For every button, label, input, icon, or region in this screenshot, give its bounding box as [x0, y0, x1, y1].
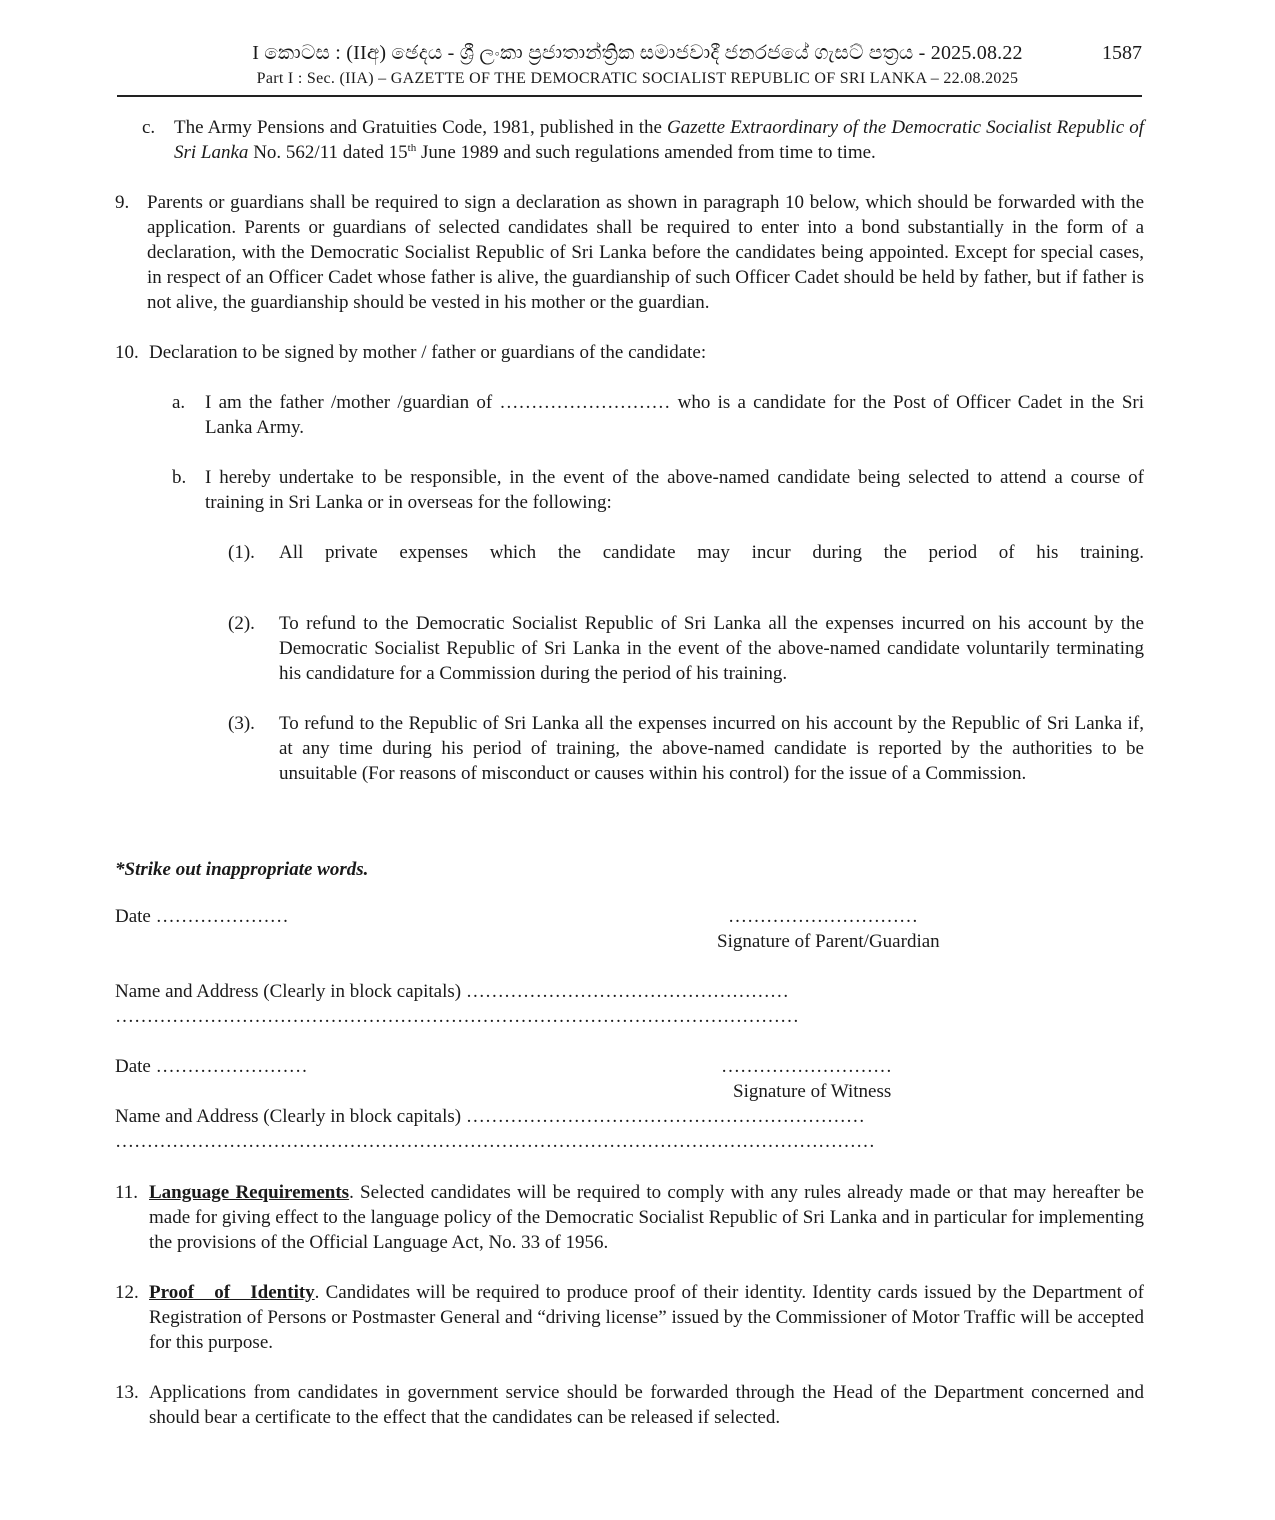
para12-heading: Proof of Identity: [149, 1282, 315, 1303]
para10-b-text: I hereby undertake to be responsible, in the event of the above-named candidate being selected to attend a course of training in Sri Lanka or in overseas for the following:: [205, 467, 1144, 513]
item-c-gazette-title: Gazette Extraordinary of the Democratic Socialist Republic of Sri Lanka: [174, 117, 1144, 163]
item-c-text-pre: The Army Pensions and Gratuities Code, 1981, published in the: [174, 117, 667, 138]
item-c-marker: c.: [142, 117, 156, 138]
page-number: 1587: [1102, 42, 1142, 64]
para10-text: Declaration to be signed by mother / father or guardians of the candidate:: [149, 342, 707, 363]
para10-a-marker: a.: [172, 392, 186, 413]
para9-number: 9.: [115, 192, 130, 213]
para12-number: 12.: [115, 1282, 139, 1303]
header-sinhala-line: I කොටස : (IIඅ) ඡෙදය - ශ්‍රී ලංකා ප්‍රජාතාන්ත්‍රික සමාජවාදී ජනරජයේ ගැසට් පත්‍රය - 2025.08.22: [252, 42, 1023, 64]
header-english-line: Part I : Sec. (IIA) – GAZETTE OF THE DEMOCRATIC SOCIALIST REPUBLIC OF SRI LANKA – 22.08.2025: [256, 70, 1019, 87]
para13-text: Applications from candidates in government service should be forwarded through the Head of the Department concerned and should bear a certificate to the effect that the candidates can be released if selected.: [149, 1382, 1144, 1428]
name-address-field-1: Name and Address (Clearly in block capitals) ……………………………………………: [115, 981, 789, 1002]
date-field-2: Date ……………………: [115, 1056, 308, 1077]
item-c-text-post: June 1989 and such regulations amended from time to time.: [416, 142, 876, 163]
para10-number: 10.: [115, 342, 139, 363]
header-rule: [117, 95, 1142, 97]
item-c-sup: th: [407, 142, 417, 154]
para13-number: 13.: [115, 1382, 139, 1403]
signature-label-parent: Signature of Parent/Guardian: [717, 931, 940, 952]
subitem-2-text: To refund to the Democratic Socialist Republic of Sri Lanka all the expenses incurred on his account by the Democratic Socialist Republic of Sri Lanka in the event of the above-named candidate voluntarily terminating his candidature for a Commission during the period of his training.: [279, 613, 1144, 684]
subitem-1-marker: (1).: [228, 542, 255, 563]
item-c-text-mid: No. 562/11 dated 15: [248, 142, 408, 163]
item-c-text: [174, 115, 1144, 165]
signature-line-witness: ………………………: [721, 1056, 892, 1077]
subitem-1-text: All private expenses which the candidate may incur during the period of his training.: [279, 542, 1144, 563]
para10-a-text: I am the father /mother /guardian of ……………………… who is a candidate for the Post of Officer Cadet in the Sri Lanka Army.: [205, 392, 1144, 438]
name-address-field-2: Name and Address (Clearly in block capitals) ………………………………………………………: [115, 1106, 865, 1127]
signature-label-witness: Signature of Witness: [733, 1081, 892, 1102]
para11-text: . Selected candidates will be required to comply with any rules already made or that may hereafter be made for giving effect to the language policy of the Democratic Socialist Republic of Sri Lanka and in particular for implementing the provisions of the Official Language Act, No. 33 of 1956.: [149, 1182, 1144, 1253]
name-address-field-2-cont: …………………………………………………………………………………………………………: [115, 1131, 875, 1152]
para11-heading: Language Requirements: [149, 1182, 350, 1203]
subitem-2-marker: (2).: [228, 613, 255, 634]
signature-line-parent: …………………………: [728, 906, 918, 927]
para12-body: [149, 1280, 1144, 1355]
date-field-1: Date …………………: [115, 906, 289, 927]
strike-note: *Strike out inappropriate words.: [115, 859, 369, 880]
subitem-3-text: To refund to the Republic of Sri Lanka all the expenses incurred on his account by the Republic of Sri Lanka if, at any time during his period of training, the above-named candidate is reported by the authorities to be unsuitable (For reasons of misconduct or causes within his control) for the issue of a Commission.: [279, 713, 1144, 784]
para11-body: [149, 1180, 1144, 1255]
subitem-3-marker: (3).: [228, 713, 255, 734]
para11-number: 11.: [115, 1182, 139, 1203]
para9-text: Parents or guardians shall be required to sign a declaration as shown in paragraph 10 below, which should be forwarded with the application. Parents or guardians of selected candidates shall be required to enter into a bond substantially in the form of a declaration, with the Democratic Socialist Republic of Sri Lanka before the candidates being appointed. Except for special cases, in respect of an Officer Cadet whose father is alive, the guardianship of such Officer Cadet should be held by father, but if father is not alive, the guardianship should be vested in his mother or the guardian.: [147, 192, 1144, 313]
name-address-field-1-cont: ………………………………………………………………………………………………: [115, 1006, 799, 1027]
para10-b-marker: b.: [172, 467, 187, 488]
para12-text: . Candidates will be required to produce proof of their identity. Identity cards issued by the Department of Registration of Persons or Postmaster General and “driving license” issued by the Commissioner of Motor Traffic will be accepted for this purpose.: [149, 1282, 1144, 1353]
